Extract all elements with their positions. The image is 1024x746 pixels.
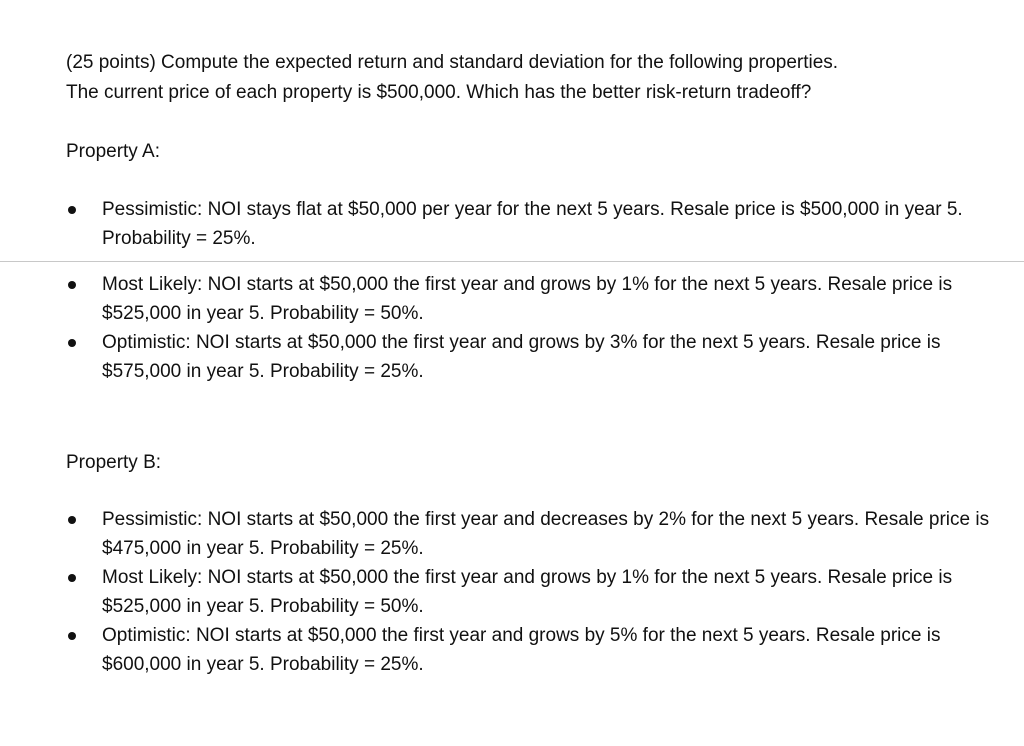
bullet-icon — [68, 281, 76, 289]
bullet-icon — [68, 632, 76, 640]
bullet-icon — [68, 206, 76, 214]
list-item — [66, 328, 1006, 386]
property-a-heading: Property A: — [66, 141, 160, 162]
bullet-icon — [68, 516, 76, 524]
bullet-icon — [68, 574, 76, 582]
scenario-text: Most Likely: NOI starts at $50,000 the first year and grows by 1% for the next 5 years. Resale price is $525,000 in year 5. Probability = 50%. — [102, 567, 953, 617]
property-b-heading: Property B: — [66, 452, 162, 473]
divider — [0, 261, 1024, 262]
list-item — [66, 505, 1006, 563]
scenario-text: Pessimistic: NOI stays flat at $50,000 per year for the next 5 years. Resale price is $500,000 in year 5. Probability = 25%. — [102, 199, 963, 249]
question-line-1: (25 points) Compute the expected return and standard deviation for the following properties. — [66, 52, 839, 73]
property-a-scenario-list-continued — [66, 270, 1006, 386]
property-a-scenario-list — [66, 195, 1006, 253]
list-item — [66, 195, 1006, 253]
list-item — [66, 270, 1006, 328]
scenario-text: Most Likely: NOI starts at $50,000 the first year and grows by 1% for the next 5 years. Resale price is $525,000 in year 5. Probability = 50%. — [102, 274, 953, 324]
scenario-text: Optimistic: NOI starts at $50,000 the first year and grows by 5% for the next 5 years. Resale price is $600,000 in year 5. Probability = 25%. — [102, 625, 941, 675]
property-b-scenario-list — [66, 505, 1006, 679]
question-prompt — [66, 48, 1006, 108]
scenario-text: Optimistic: NOI starts at $50,000 the first year and grows by 3% for the next 5 years. Resale price is $575,000 in year 5. Probability = 25%. — [102, 332, 941, 382]
bullet-icon — [68, 339, 76, 347]
question-line-2: The current price of each property is $500,000. Which has the better risk-return tradeoff? — [66, 82, 812, 103]
list-item — [66, 621, 1006, 679]
list-item — [66, 563, 1006, 621]
scenario-text: Pessimistic: NOI starts at $50,000 the first year and decreases by 2% for the next 5 years. Resale price is $475,000 in year 5. Probability = 25%. — [102, 509, 990, 559]
